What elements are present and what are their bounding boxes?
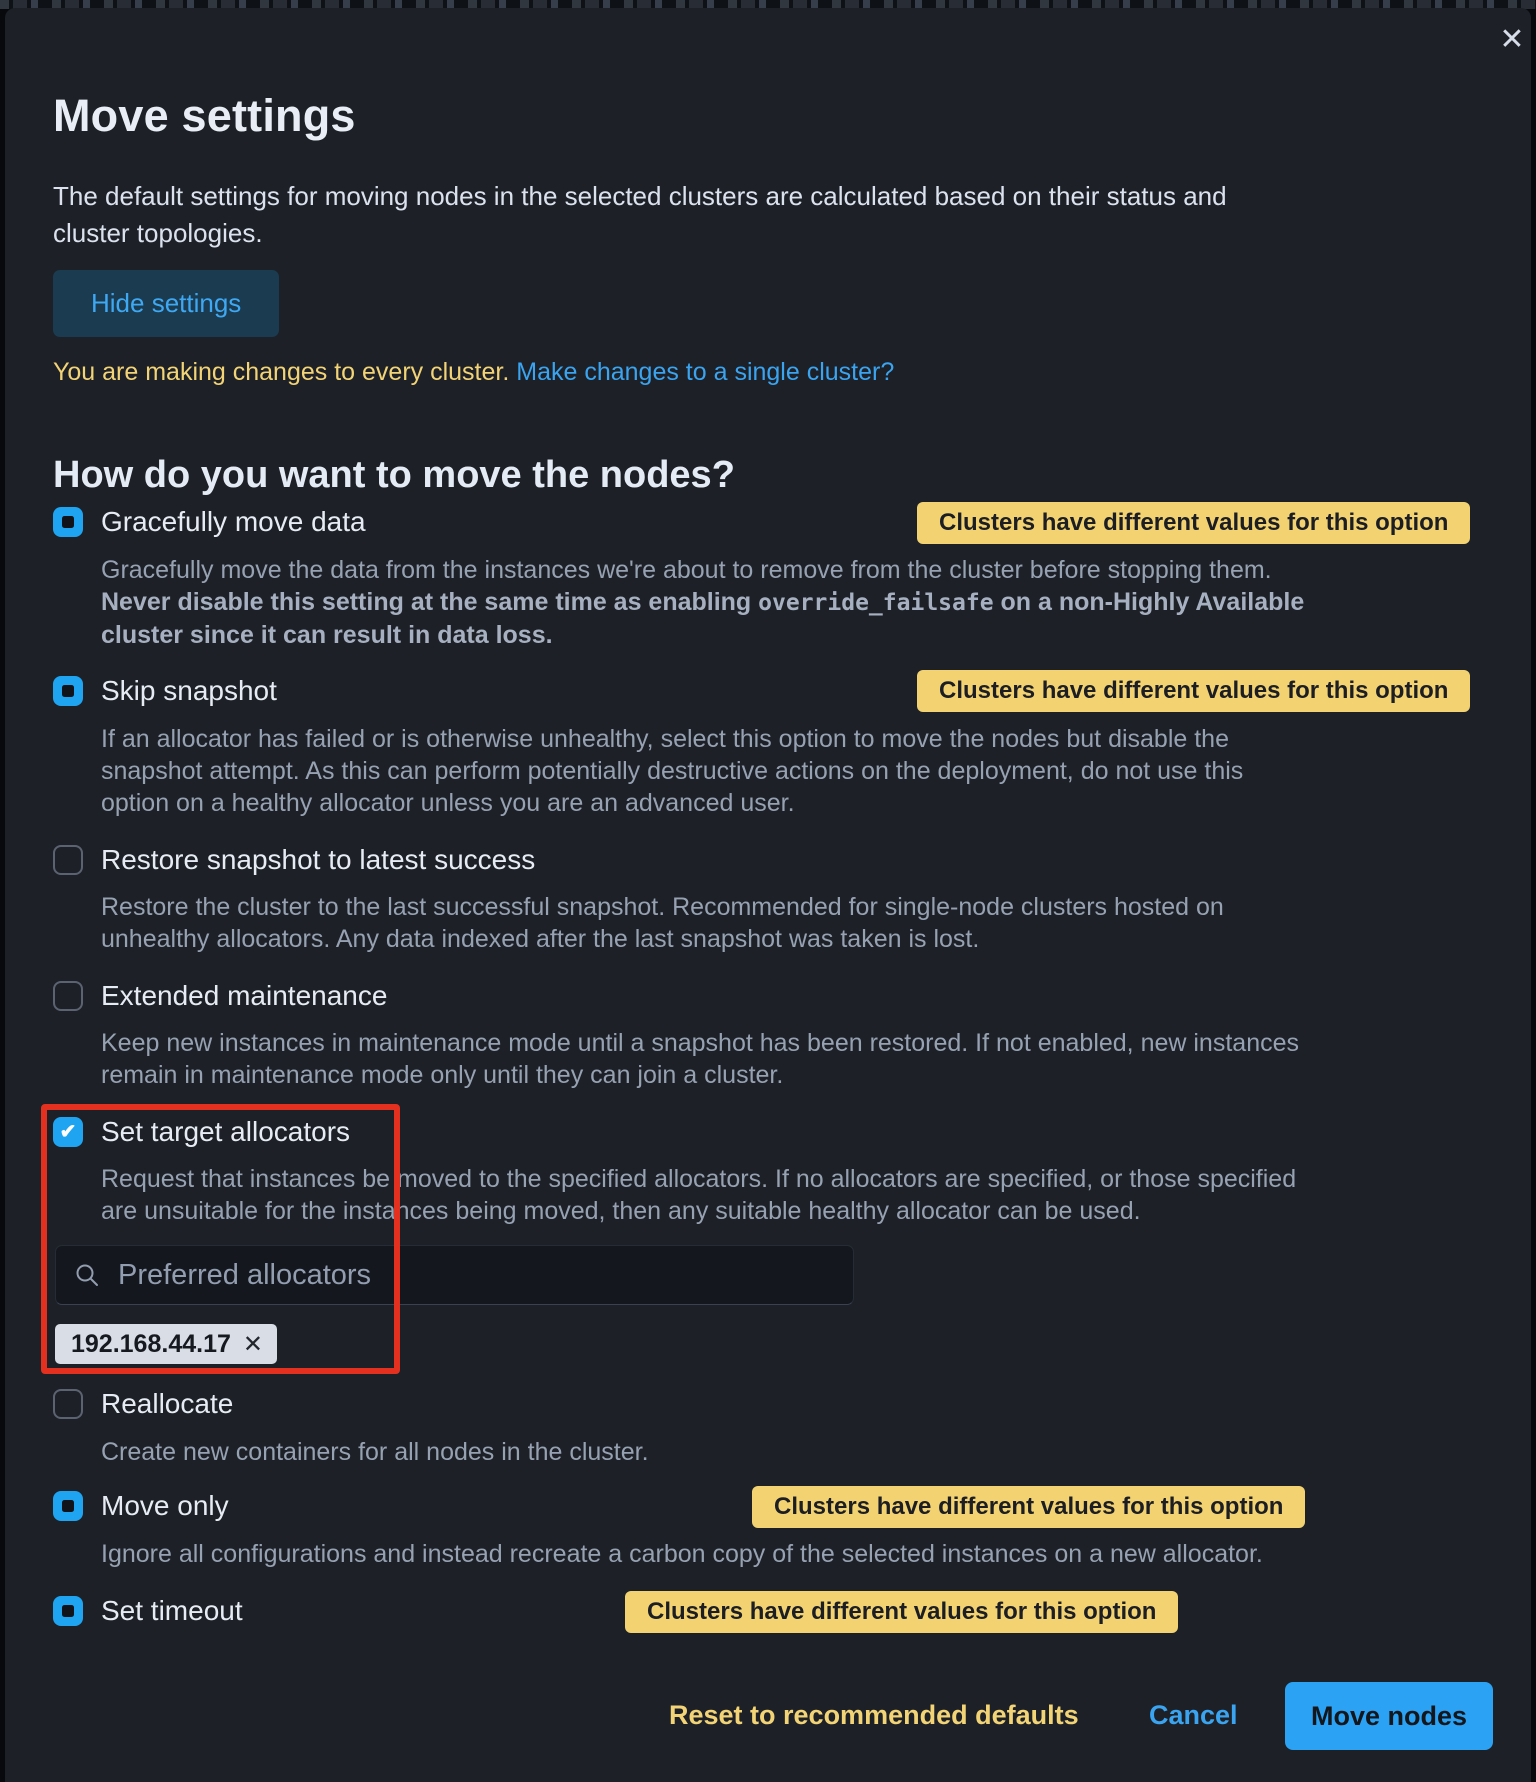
different-values-badge: Clusters have different values for this option [917,502,1470,544]
option-description: Create new containers for all nodes in the cluster. [101,1438,649,1466]
option-label[interactable]: Extended maintenance [101,980,388,1011]
scope-warning-text: You are making changes to every cluster. [53,358,510,386]
checkbox-reallocate[interactable] [53,1389,83,1419]
different-values-badge: Clusters have different values for this option [917,670,1470,712]
option-label[interactable]: Set target allocators [101,1116,351,1147]
option-row-extended-maintenance [53,980,387,1012]
option-label[interactable]: Set timeout [101,1595,243,1626]
mixed-state-icon [62,1605,74,1617]
option-description: If an allocator has failed or is otherwise unhealthy, select this option to move the nodes but disable the snapshot attempt. As this can perform potentially destructive actions on the deployment, do not use this option on a healthy allocator unless you are an advanced user. [101,725,1244,817]
different-values-badge: Clusters have different values for this option [752,1486,1305,1528]
allocator-tag [55,1324,277,1364]
option-label[interactable]: Restore snapshot to latest success [101,844,536,875]
option-row-set-target-allocators [53,1116,350,1148]
option-label[interactable]: Reallocate [101,1388,234,1419]
option-row-move-only [53,1490,229,1522]
option-row-set-timeout [53,1595,243,1627]
mixed-state-icon [62,685,74,697]
check-icon: ✔ [59,1121,77,1143]
checkbox-restore-snapshot[interactable] [53,845,83,875]
option-description: Request that instances be moved to the specified allocators. If no allocators are specified, or those specified are unsuitable for the instances being moved, then any suitable healthy allocator can be used. [101,1165,1297,1225]
option-description: Keep new instances in maintenance mode until a snapshot has been restored. If not enabled, new instances remain in maintenance mode only until they can join a cluster. [101,1029,1299,1089]
hide-settings-button[interactable] [53,270,279,337]
option-row-skip-snapshot [53,675,277,707]
checkbox-skip-snapshot[interactable] [53,676,83,706]
option-label[interactable]: Move only [101,1490,229,1521]
different-values-badge: Clusters have different values for this option [625,1591,1178,1633]
preferred-allocators-input[interactable] [55,1245,854,1305]
checkbox-gracefully-move-data[interactable] [53,507,83,537]
scope-notice [53,356,894,388]
close-icon[interactable]: ✕ [1499,23,1525,56]
search-icon [74,1262,100,1288]
allocator-tag-value: 192.168.44.17 [71,1329,231,1358]
option-row-restore-snapshot [53,844,535,876]
reset-defaults-button[interactable]: Reset to recommended defaults [669,1700,1079,1730]
checkbox-set-timeout[interactable] [53,1596,83,1626]
option-row-gracefully-move-data [53,506,366,538]
page-title: Move settings [53,90,356,142]
checkbox-move-only[interactable] [53,1491,83,1521]
option-row-reallocate [53,1388,233,1420]
option-description: Gracefully move the data from the instances we're about to remove from the cluster before stopping them. Never disable this setting at the same time as enabling override_failsafe on a non-Highly Available cluster since it can result in data loss. [101,556,1305,649]
move-nodes-button[interactable]: Move nodes [1285,1682,1493,1750]
section-heading: How do you want to move the nodes? [53,453,735,496]
single-cluster-link[interactable]: Make changes to a single cluster? [516,358,895,386]
option-description: Ignore all configurations and instead recreate a carbon copy of the selected instances on a new allocator. [101,1540,1263,1568]
hide-settings-label: Hide settings [91,288,242,318]
mixed-state-icon [62,516,74,528]
option-label[interactable]: Gracefully move data [101,506,366,537]
option-label[interactable]: Skip snapshot [101,675,277,706]
move-settings-modal [5,8,1531,1782]
mixed-state-icon [62,1500,74,1512]
checkbox-extended-maintenance[interactable] [53,981,83,1011]
modal-description: The default settings for moving nodes in the selected clusters are calculated based on their status and cluster topologies. [53,181,1227,248]
option-description: Restore the cluster to the last successful snapshot. Recommended for single-node clusters hosted on unhealthy allocators. Any data indexed after the last snapshot was taken is lost. [101,893,1224,953]
remove-tag-icon[interactable]: ✕ [242,1330,263,1358]
checkbox-set-target-allocators[interactable] [53,1117,83,1147]
input-placeholder: Preferred allocators [118,1258,372,1291]
cancel-button[interactable]: Cancel [1149,1700,1238,1730]
